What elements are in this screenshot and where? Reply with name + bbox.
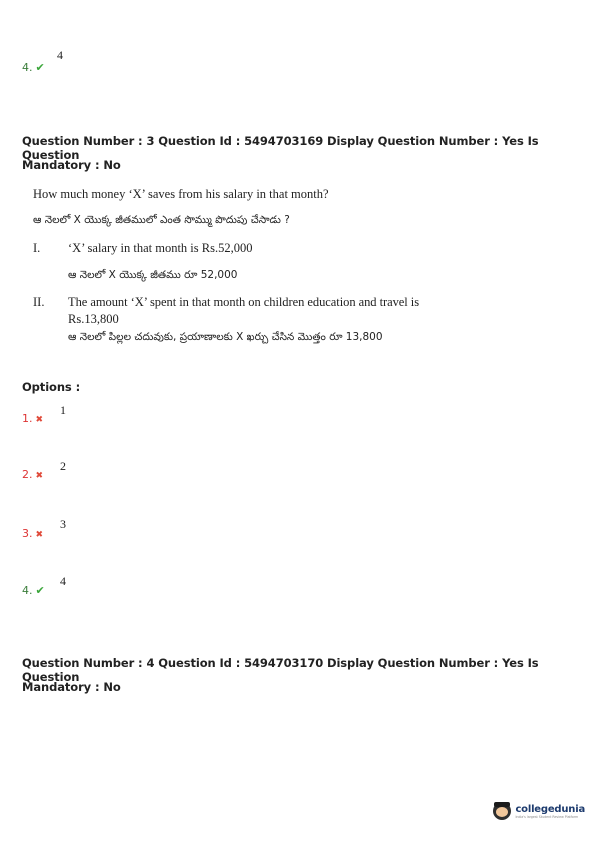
cross-icon: ✖ <box>35 470 44 480</box>
statement-2-telugu: ఆ నెలలో పిల్లల చదువుకు, ప్రయాణాలకు X ఖర్చు చేసిన మొత్తం రూ 13,800 <box>68 331 383 343</box>
option-1-value: 1 <box>60 403 66 417</box>
question-3-header-line1: Question Number : 3 Question Id : 5494703169 Display Question Number : Yes Is Question <box>22 134 539 162</box>
option-number: 4. <box>22 584 33 597</box>
options-label: Options : <box>22 380 81 394</box>
mascot-icon <box>493 802 511 820</box>
check-icon: ✔ <box>35 62 45 74</box>
question-3-header-line2: Mandatory : No <box>22 158 121 172</box>
option-number: 2. <box>22 468 33 481</box>
option-number: 1. <box>22 412 33 425</box>
option-number: 4. <box>22 61 33 74</box>
statement-1-english: ‘X’ salary in that month is Rs.52,000 <box>68 241 253 255</box>
option-number: 3. <box>22 527 33 540</box>
option-2-value: 2 <box>60 459 66 473</box>
check-icon: ✔ <box>35 585 45 597</box>
cross-icon: ✖ <box>35 529 44 539</box>
statement-2-label: II. <box>33 295 45 309</box>
logo-name: collegedunia <box>515 803 585 815</box>
cross-icon: ✖ <box>35 414 44 424</box>
option-3-value: 3 <box>60 517 66 531</box>
prev-option-4 <box>22 58 45 76</box>
question-stem-english: How much money ‘X’ saves from his salary in that month? <box>33 187 329 201</box>
option-4-value: 4 <box>60 574 66 588</box>
question-4-header-line1: Question Number : 4 Question Id : 5494703170 Display Question Number : Yes Is Question <box>22 656 539 684</box>
logo-tagline: India's largest Student Review Platform <box>515 814 579 819</box>
statement-1-label: I. <box>33 241 41 255</box>
statement-2-english-line2: Rs.13,800 <box>68 312 119 326</box>
statement-2-english-line1: The amount ‘X’ spent in that month on children education and travel is <box>68 295 420 309</box>
option-3 <box>22 524 43 542</box>
option-1 <box>22 409 43 427</box>
question-stem-telugu: ఆ నెలలో X యొక్క జీతములో ఎంత సొమ్ము పొదుపు చేసాడు ? <box>33 214 290 226</box>
collegedunia-logo <box>493 802 585 820</box>
question-4-header-line2: Mandatory : No <box>22 680 121 694</box>
option-4 <box>22 581 45 599</box>
prev-option-4-value: 4 <box>57 48 63 62</box>
statement-1-telugu: ఆ నెలలో X యొక్క జీతము రూ 52,000 <box>68 269 238 281</box>
option-2 <box>22 465 43 483</box>
